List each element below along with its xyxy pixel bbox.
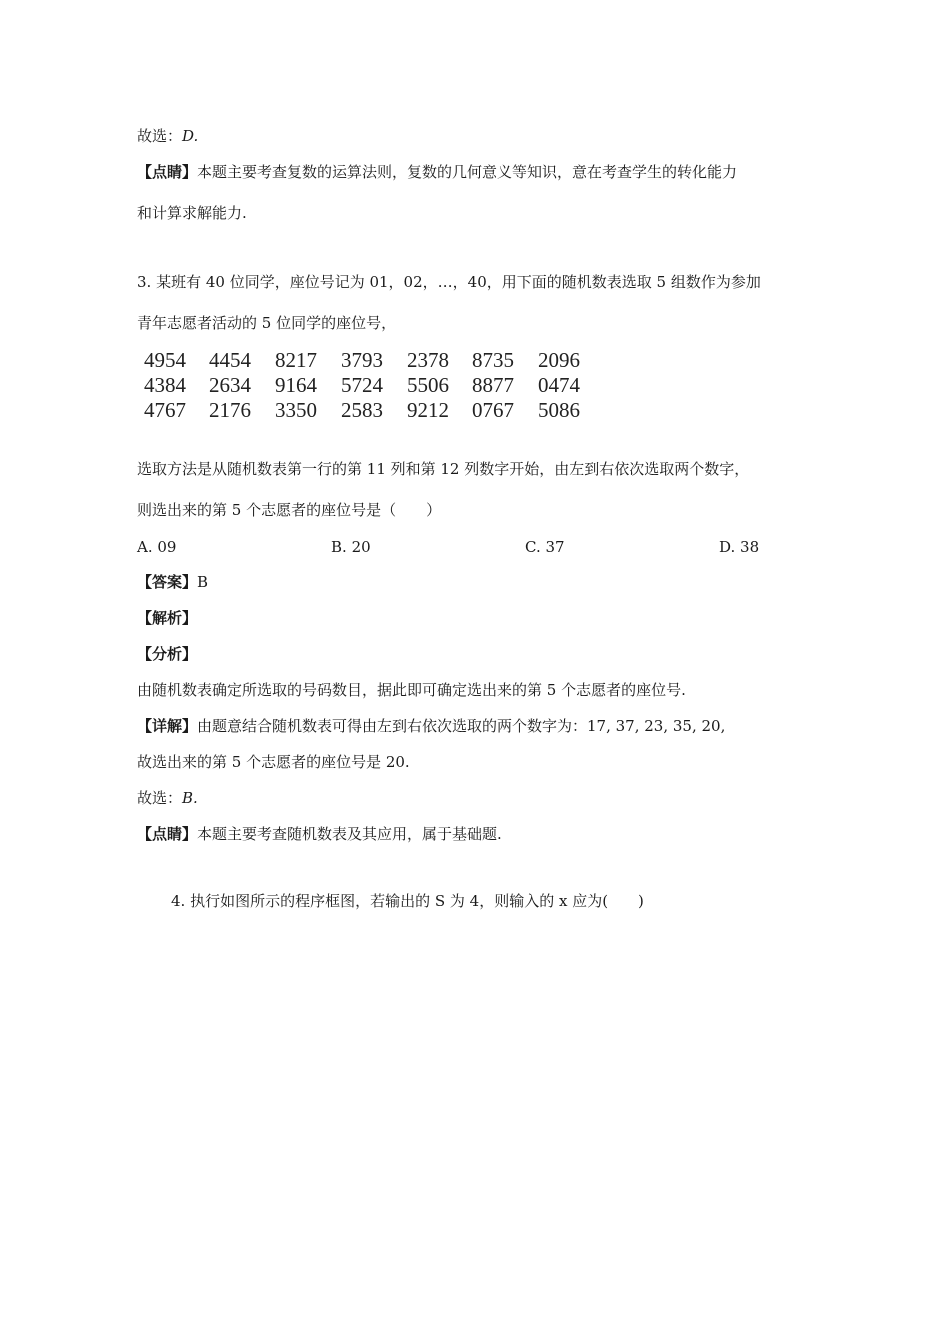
table-cell: 4954 xyxy=(144,348,186,372)
q2-choice-line xyxy=(137,126,198,146)
option-value: 09 xyxy=(157,538,177,556)
random-number-table xyxy=(140,346,590,426)
q3-answer-line xyxy=(137,572,208,592)
table-cell: 5506 xyxy=(407,373,449,397)
table-cell: 3350 xyxy=(275,398,317,422)
q2-note-line xyxy=(137,162,737,182)
q3-fenxi-tag: 【分析】 xyxy=(137,645,198,663)
note-tag: 【点睛】 xyxy=(137,163,198,181)
table-cell: 9212 xyxy=(407,398,449,422)
note-text: 本题主要考查随机数表及其应用，属于基础题. xyxy=(197,825,502,843)
option-value: 20 xyxy=(351,538,371,556)
table-cell: 4454 xyxy=(209,348,251,372)
note-text: 本题主要考查复数的运算法则，复数的几何意义等知识，意在考查学生的转化能力 xyxy=(197,163,738,181)
table-cell: 2583 xyxy=(341,398,383,422)
choice-answer: B. xyxy=(182,789,198,807)
option-label: B. xyxy=(331,538,347,556)
answer-text: B xyxy=(197,573,209,591)
option-value: 38 xyxy=(740,538,760,556)
option-label: C. xyxy=(525,538,541,556)
table-cell: 0767 xyxy=(472,398,514,422)
detail-tag: 【详解】 xyxy=(137,717,198,735)
q3-analysis-tag: 【解析】 xyxy=(137,609,198,627)
table-cell: 3793 xyxy=(341,348,383,372)
q3-stem-line2: 青年志愿者活动的 5 位同学的座位号， xyxy=(137,314,397,332)
table-cell: 8735 xyxy=(472,348,514,372)
option-a xyxy=(137,537,176,557)
table-cell: 4767 xyxy=(144,398,186,422)
table-cell: 8217 xyxy=(275,348,317,372)
q3-detail-line xyxy=(137,716,725,736)
table-cell: 5724 xyxy=(341,373,383,397)
option-d xyxy=(719,537,759,557)
table-cell: 9164 xyxy=(275,373,317,397)
q2-note-line2: 和计算求解能力. xyxy=(137,204,247,222)
table-cell: 8877 xyxy=(472,373,514,397)
choice-prefix: 故选： xyxy=(137,127,183,145)
option-value: 37 xyxy=(545,538,565,556)
choice-answer: D. xyxy=(182,127,199,145)
table-cell: 4384 xyxy=(144,373,186,397)
table-cell: 2378 xyxy=(407,348,449,372)
table-cell: 0474 xyxy=(538,373,580,397)
q3-note-line xyxy=(137,824,502,844)
option-label: D. xyxy=(719,538,736,556)
q3-fenxi-text: 由随机数表确定所选取的号码数目，据此即可确定选出来的第 5 个志愿者的座位号. xyxy=(137,681,686,699)
choice-prefix: 故选： xyxy=(137,789,183,807)
option-c xyxy=(525,537,565,557)
q3-stem-line1: 3. 某班有 40 位同学，座位号记为 01，02，…，40，用下面的随机数表选取 5 组数作为参加 xyxy=(137,273,761,291)
table-cell: 2176 xyxy=(209,398,251,422)
q3-detail-line2: 故选出来的第 5 个志愿者的座位号是 20. xyxy=(137,753,410,771)
table-cell: 2634 xyxy=(209,373,251,397)
q4-stem: 4. 执行如图所示的程序框图，若输出的 S 为 4，则输入的 x 应为( ) xyxy=(171,892,644,910)
detail-text: 由题意结合随机数表可得由左到右依次选取的两个数字为：17, 37, 23, 35, 20, xyxy=(197,717,726,735)
q3-choice-line xyxy=(137,788,198,808)
option-label: A. xyxy=(137,538,153,556)
table-cell: 5086 xyxy=(538,398,580,422)
option-b xyxy=(331,537,371,557)
answer-tag: 【答案】 xyxy=(137,573,198,591)
table-cell: 2096 xyxy=(538,348,580,372)
note-tag: 【点睛】 xyxy=(137,825,198,843)
q3-method-line2: 则选出来的第 5 个志愿者的座位号是（ ） xyxy=(137,501,442,519)
q3-method-line1: 选取方法是从随机数表第一行的第 11 列和第 12 列数字开始，由左到右依次选取两个数字， xyxy=(137,460,750,478)
